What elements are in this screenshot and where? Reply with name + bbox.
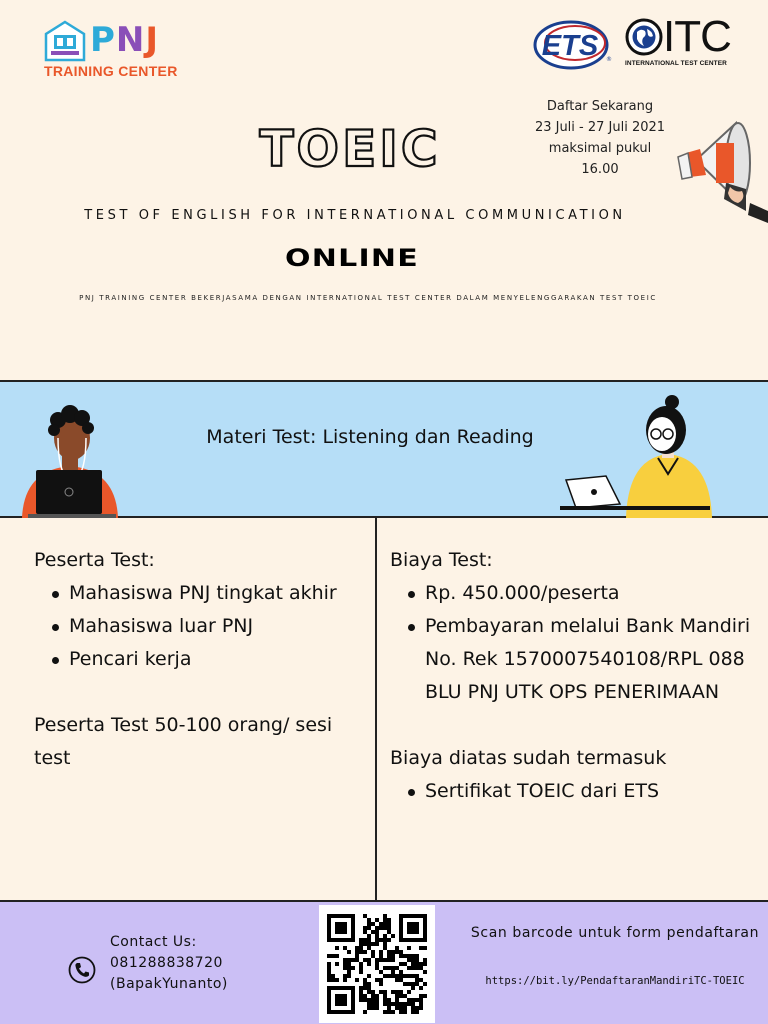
peserta-capacity: Peserta Test 50-100 orang/ sesi test bbox=[34, 714, 333, 769]
biaya-list bbox=[390, 577, 760, 709]
peserta-item: Mahasiswa luar PNJ bbox=[34, 610, 364, 643]
pnj-logo-subtitle: TRAINING CENTER bbox=[44, 63, 178, 79]
header bbox=[0, 0, 768, 380]
itc-logo-subtitle: INTERNATIONAL TEST CENTER bbox=[625, 60, 727, 67]
pnj-letter-p: P bbox=[90, 20, 116, 60]
daftar-line-4: 16.00 bbox=[581, 162, 619, 177]
materi-band bbox=[0, 380, 768, 518]
contact-label: Contact Us: bbox=[110, 934, 197, 950]
contact-phone[interactable]: 081288838720 bbox=[110, 955, 223, 971]
peserta-item: Pencari kerja bbox=[34, 643, 364, 676]
registration-link[interactable]: https://bit.ly/PendaftaranMandiriTC-TOEIC bbox=[485, 975, 745, 987]
tagline: PNJ TRAINING CENTER BEKERJASAMA DENGAN INTERNATIONAL TEST CENTER DALAM MENYELENGGARAKAN TEST TOEIC bbox=[79, 294, 657, 302]
ets-logo bbox=[533, 17, 613, 71]
payment-account: No. Rek 1570007540108/RPL 088 BLU PNJ UTK OPS PENERIMAAN bbox=[425, 648, 745, 703]
ets-logo-text: ETS bbox=[541, 30, 599, 62]
biaya-item-price: Rp. 450.000/peserta bbox=[390, 577, 760, 610]
footer bbox=[0, 900, 768, 1024]
biaya-note-list bbox=[390, 775, 760, 808]
svg-text:®: ® bbox=[606, 56, 612, 63]
scan-instruction: Scan barcode untuk form pendaftaran bbox=[470, 925, 760, 941]
contact-info bbox=[110, 932, 228, 995]
payment-bank: Pembayaran melalui Bank Mandiri bbox=[425, 615, 751, 637]
itc-wordmark: ITC bbox=[663, 12, 731, 61]
registration-qr-code[interactable] bbox=[319, 905, 435, 1023]
toeic-title-text: TOEIC bbox=[259, 120, 441, 176]
pnj-wordmark bbox=[90, 20, 159, 60]
info-section bbox=[0, 518, 768, 900]
daftar-line-3: maksimal pukul bbox=[548, 141, 652, 156]
globe-icon bbox=[625, 18, 663, 56]
daftar-line-2: 23 Juli - 27 Juli 2021 bbox=[534, 120, 666, 135]
pnj-letter-n: N bbox=[115, 20, 146, 60]
phone-icon bbox=[68, 956, 96, 984]
peserta-column bbox=[34, 544, 364, 775]
toeic-full-name: TEST OF ENGLISH FOR INTERNATIONAL COMMUNICATION bbox=[84, 208, 626, 223]
toeic-title bbox=[210, 118, 490, 176]
registration-dates bbox=[515, 96, 685, 180]
biaya-column bbox=[390, 544, 760, 808]
woman-laptop-illustration bbox=[560, 392, 720, 518]
student-laptop-illustration bbox=[18, 400, 128, 518]
column-divider bbox=[375, 518, 377, 900]
biaya-note-item: Sertifikat TOEIC dari ETS bbox=[390, 775, 760, 808]
biaya-heading: Biaya Test: bbox=[390, 549, 493, 571]
pnj-training-center-logo bbox=[42, 20, 192, 82]
materi-test: Materi Test: Listening dan Reading bbox=[206, 426, 534, 448]
contact-name: (BapakYunanto) bbox=[110, 976, 228, 992]
peserta-item: Mahasiswa PNJ tingkat akhir bbox=[34, 577, 364, 610]
itc-logo bbox=[623, 12, 733, 72]
pnj-letter-j: J bbox=[145, 20, 160, 60]
daftar-line-1: Daftar Sekarang bbox=[546, 99, 654, 114]
peserta-heading: Peserta Test: bbox=[34, 549, 155, 571]
test-mode: ONLINE bbox=[284, 244, 419, 272]
pnj-shield-icon bbox=[42, 20, 88, 64]
biaya-item-payment bbox=[390, 610, 760, 709]
peserta-list bbox=[34, 577, 364, 676]
biaya-note: Biaya diatas sudah termasuk bbox=[390, 747, 667, 769]
